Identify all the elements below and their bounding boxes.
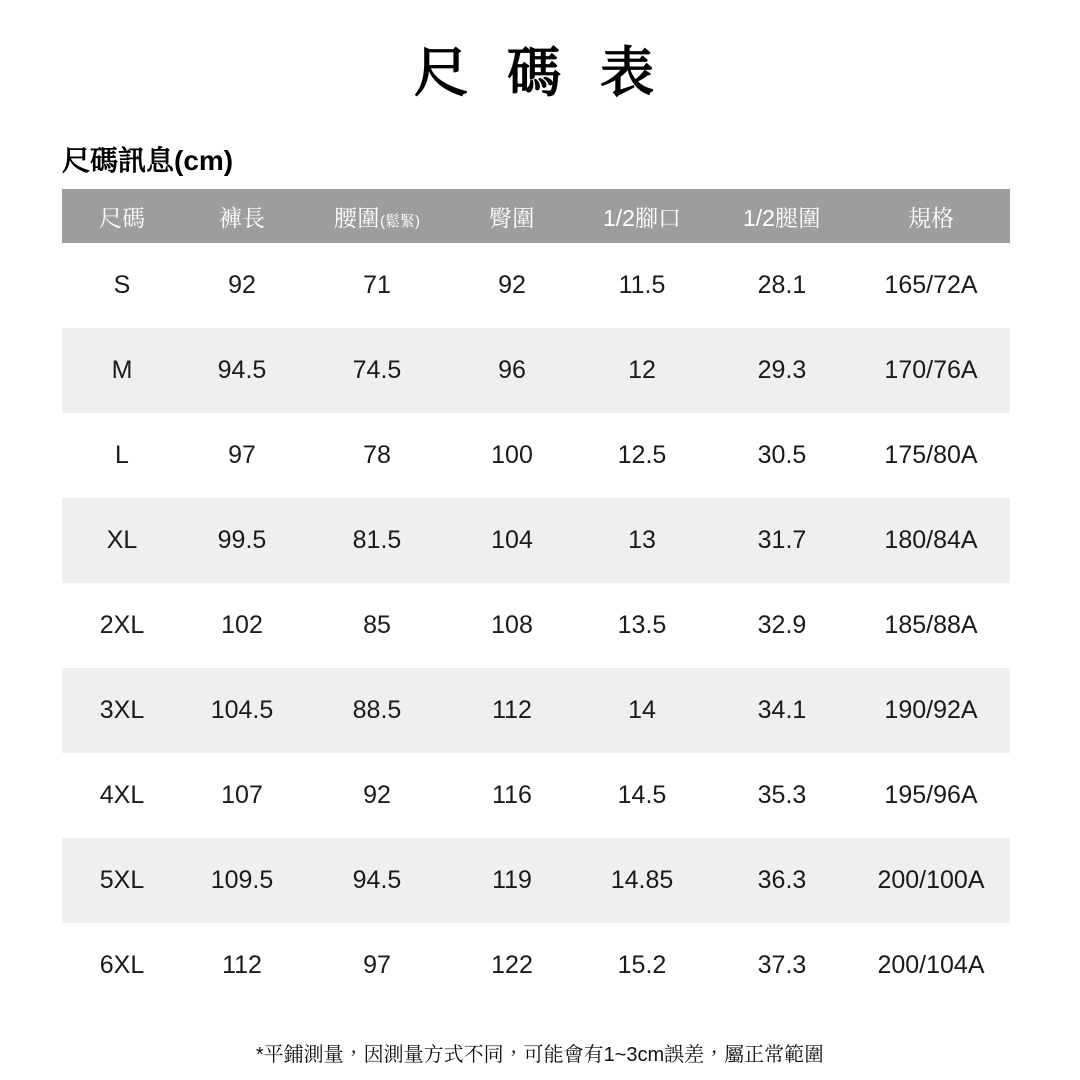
cell-pant-length: 92 <box>228 271 256 299</box>
cell-hip: 104 <box>491 526 533 554</box>
cell-size: L <box>115 441 129 469</box>
cell-half-leg-opening: 12.5 <box>617 441 667 469</box>
cell-spec: 195/96A <box>884 781 978 809</box>
cell-waist: 81.5 <box>352 526 402 554</box>
cell-half-leg-opening: 14.5 <box>617 781 667 809</box>
cell-half-leg-opening: 15.2 <box>617 951 667 979</box>
cell-half-thigh: 30.5 <box>757 441 807 469</box>
table-header-row <box>62 189 1010 243</box>
column-header-label: 1/2腿圍 <box>743 204 821 231</box>
cell-half-leg-opening: 14 <box>628 696 656 724</box>
cell-spec: 180/84A <box>884 526 978 554</box>
column-header-half-thigh <box>712 189 852 243</box>
cell-size: 5XL <box>99 866 145 894</box>
cell-size: XL <box>106 526 138 554</box>
table-row <box>62 753 1010 838</box>
column-header-hip <box>452 189 572 243</box>
cell-half-thigh: 36.3 <box>757 866 807 894</box>
cell-half-leg-opening: 11.5 <box>618 271 666 299</box>
cell-half-leg-opening: 13.5 <box>617 611 667 639</box>
column-header-label: 規格 <box>908 204 954 231</box>
cell-half-thigh: 37.3 <box>757 951 807 979</box>
cell-hip: 119 <box>492 866 532 894</box>
cell-waist: 71 <box>363 271 391 299</box>
cell-size: S <box>113 271 131 299</box>
cell-hip: 112 <box>492 696 532 724</box>
column-header-label: 褲長 <box>219 204 265 231</box>
cell-waist: 92 <box>363 781 391 809</box>
cell-spec: 165/72A <box>884 271 978 299</box>
cell-pant-length: 102 <box>221 611 263 639</box>
column-header-size <box>62 189 182 243</box>
table-row <box>62 668 1010 753</box>
table-row <box>62 583 1010 668</box>
cell-hip: 100 <box>491 441 533 469</box>
cell-half-leg-opening: 13 <box>628 526 656 554</box>
cell-size: 4XL <box>99 781 145 809</box>
cell-hip: 116 <box>492 781 532 809</box>
cell-pant-length: 107 <box>221 781 263 809</box>
cell-half-thigh: 29.3 <box>757 356 807 384</box>
cell-waist: 94.5 <box>352 866 402 894</box>
cell-hip: 96 <box>498 356 526 384</box>
cell-pant-length: 104.5 <box>210 696 274 724</box>
cell-pant-length: 99.5 <box>217 526 267 554</box>
column-header-label: 尺碼 <box>99 204 145 231</box>
cell-spec: 175/80A <box>884 441 978 469</box>
cell-half-thigh: 28.1 <box>757 271 807 299</box>
cell-waist: 88.5 <box>352 696 402 724</box>
cell-pant-length: 97 <box>228 441 256 469</box>
cell-hip: 108 <box>491 611 533 639</box>
cell-pant-length: 94.5 <box>217 356 267 384</box>
column-header-label: 1/2腳口 <box>603 204 681 231</box>
size-table <box>62 189 1010 1008</box>
cell-spec: 190/92A <box>884 696 978 724</box>
column-header-label: 臀圍 <box>489 204 535 231</box>
measurement-footnote: *平鋪測量，因測量方式不同，可能會有1~3cm誤差，屬正常範圍 <box>255 1044 825 1066</box>
column-header-waist <box>302 189 452 243</box>
cell-half-leg-opening: 14.85 <box>610 866 674 894</box>
cell-size: 2XL <box>99 611 145 639</box>
page-title: 尺 碼 表 <box>413 43 666 103</box>
column-header-sublabel: (鬆緊) <box>380 212 420 230</box>
cell-half-leg-opening: 12 <box>628 356 656 384</box>
cell-spec: 200/100A <box>877 866 985 894</box>
cell-hip: 122 <box>491 951 533 979</box>
cell-size: 3XL <box>99 696 145 724</box>
cell-half-thigh: 31.7 <box>757 526 807 554</box>
cell-half-thigh: 34.1 <box>757 696 807 724</box>
table-row <box>62 498 1010 583</box>
cell-spec: 200/104A <box>877 951 985 979</box>
table-body <box>62 243 1010 1008</box>
cell-pant-length: 112 <box>222 951 262 979</box>
table-row <box>62 328 1010 413</box>
cell-spec: 170/76A <box>884 356 978 384</box>
cell-half-thigh: 32.9 <box>757 611 807 639</box>
column-header-spec <box>852 189 1010 243</box>
column-header-pant-length <box>182 189 302 243</box>
cell-waist: 78 <box>363 441 391 469</box>
table-header <box>62 189 1010 243</box>
cell-waist: 97 <box>363 951 391 979</box>
cell-waist: 85 <box>363 611 391 639</box>
table-row <box>62 923 1010 1008</box>
table-row <box>62 413 1010 498</box>
cell-hip: 92 <box>498 271 526 299</box>
cell-size: 6XL <box>99 951 145 979</box>
table-row <box>62 838 1010 923</box>
cell-pant-length: 109.5 <box>210 866 274 894</box>
cell-half-thigh: 35.3 <box>757 781 807 809</box>
cell-waist: 74.5 <box>352 356 402 384</box>
cell-spec: 185/88A <box>884 611 978 639</box>
section-subtitle: 尺碼訊息(cm) <box>62 145 234 176</box>
table-row <box>62 243 1010 328</box>
column-header-label: 腰圍 <box>334 204 380 231</box>
column-header-half-leg-opening <box>572 189 712 243</box>
cell-size: M <box>111 356 133 384</box>
